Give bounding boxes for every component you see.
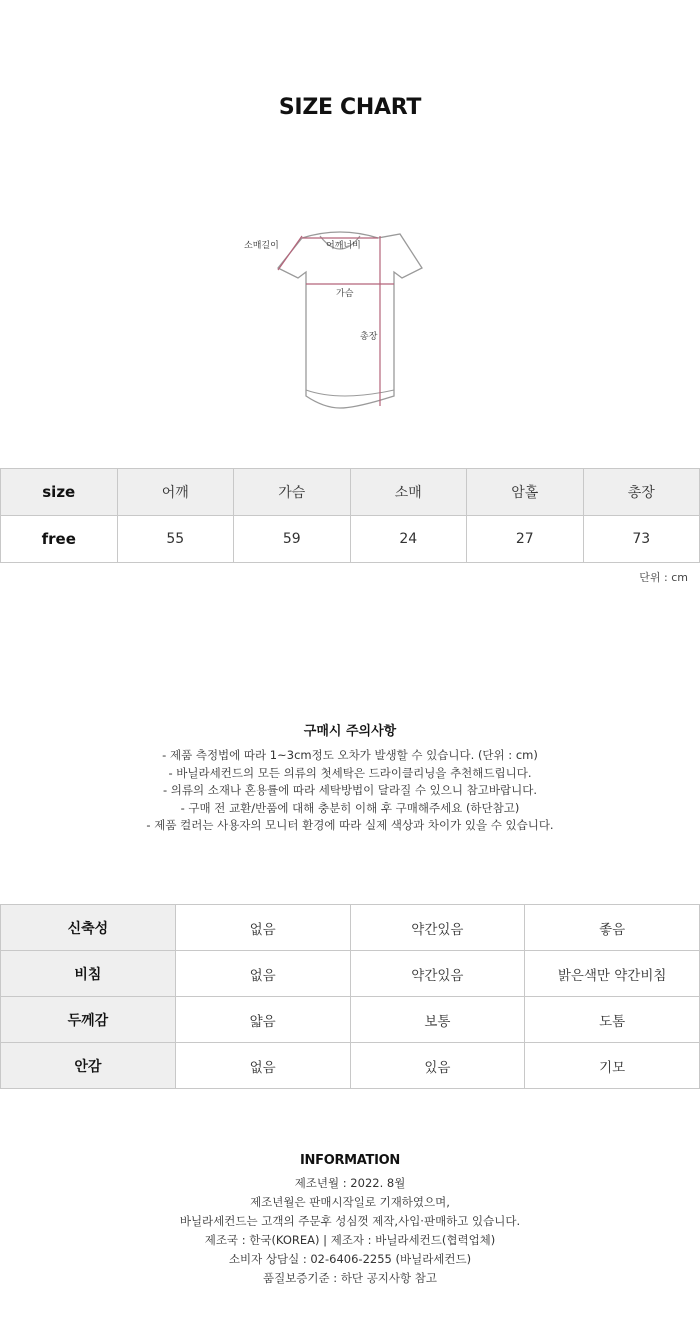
garment-diagram — [240, 222, 440, 417]
fabric-attribute-table — [0, 904, 700, 1089]
attribute-cell: 얇음 — [175, 997, 350, 1043]
tshirt-diagram — [240, 222, 440, 417]
information-section — [0, 1153, 700, 1288]
shoulder-label: 어깨너비 — [326, 241, 361, 251]
hem-line — [306, 390, 394, 396]
caution-line: - 의류의 소재나 혼용률에 따라 세탁방법이 달라질 수 있으니 참고바랍니다. — [163, 783, 537, 797]
shoulder-value: 55 — [117, 516, 234, 563]
sleeve-header: 소매 — [350, 469, 467, 516]
table-row — [1, 997, 700, 1043]
attribute-cell: 보통 — [350, 997, 525, 1043]
caution-line: - 제품 측정법에 따라 1~3cm정도 오차가 발생할 수 있습니다. (단위 : cm) — [162, 748, 538, 762]
chest-header: 가슴 — [234, 469, 351, 516]
length-header: 총장 — [583, 469, 700, 516]
chest-value: 59 — [234, 516, 351, 563]
size-table-header-row — [1, 469, 700, 516]
table-row — [1, 516, 700, 563]
information-title: INFORMATION — [300, 1153, 400, 1168]
lining-label: 안감 — [1, 1043, 176, 1089]
thickness-label: 두께감 — [1, 997, 176, 1043]
sheerness-label: 비침 — [1, 951, 176, 997]
unit-note: 단위 : cm — [639, 571, 688, 584]
caution-title: 구매시 주의사항 — [303, 724, 397, 739]
attribute-cell: 약간있음 — [350, 951, 525, 997]
information-line: 제조년월 : 2022. 8월 — [294, 1176, 406, 1190]
table-row — [1, 1043, 700, 1089]
size-value: free — [1, 516, 118, 563]
attribute-cell: 없음 — [175, 951, 350, 997]
attribute-cell: 좋음 — [525, 905, 700, 951]
attribute-cell: 밝은색만 약간비침 — [525, 951, 700, 997]
information-line: 바닐라세컨드는 고객의 주문후 성심껏 제작,사입·판매하고 있습니다. — [179, 1214, 521, 1228]
purchase-caution — [0, 720, 700, 835]
chest-label: 가슴 — [336, 289, 354, 299]
attribute-cell: 있음 — [350, 1043, 525, 1089]
size-header: size — [1, 469, 118, 516]
attribute-cell: 도톰 — [525, 997, 700, 1043]
size-table — [0, 468, 700, 563]
armhole-header: 암홀 — [467, 469, 584, 516]
caution-line: - 바닐라세컨드의 모든 의류의 첫세탁은 드라이클리닝을 추천해드립니다. — [168, 765, 532, 780]
information-line: 소비자 상담실 : 02-6406-2255 (바닐라세컨드) — [228, 1252, 472, 1266]
attribute-cell: 기모 — [525, 1043, 700, 1089]
sleeve-label: 소매길이 — [244, 241, 279, 251]
stretch-label: 신축성 — [1, 905, 176, 951]
caution-line: - 구매 전 교환/반품에 대해 충분히 이해 후 구매해주세요 (하단참고) — [180, 800, 520, 815]
sleeve-measure-line — [278, 236, 302, 270]
table-row — [1, 905, 700, 951]
shoulder-header: 어깨 — [117, 469, 234, 516]
information-line: 제조년월은 판매시작일로 기재하였으며, — [250, 1195, 450, 1209]
length-value: 73 — [583, 516, 700, 563]
attribute-cell: 약간있음 — [350, 905, 525, 951]
length-label: 총장 — [360, 332, 378, 342]
caution-line: - 제품 컬러는 사용자의 모니터 환경에 따라 실제 색상과 차이가 있을 수 있습니다. — [146, 818, 554, 832]
tshirt-outline — [278, 232, 422, 408]
information-line: 제조국 : 한국(KOREA) | 제조자 : 바닐라세컨드(협력업체) — [204, 1233, 496, 1247]
armhole-value: 27 — [467, 516, 584, 563]
attribute-cell: 없음 — [175, 905, 350, 951]
page-title: SIZE CHART — [278, 95, 422, 120]
table-row — [1, 951, 700, 997]
sleeve-value: 24 — [350, 516, 467, 563]
attribute-cell: 없음 — [175, 1043, 350, 1089]
information-line: 품질보증기준 : 하단 공지사항 참고 — [262, 1271, 438, 1285]
